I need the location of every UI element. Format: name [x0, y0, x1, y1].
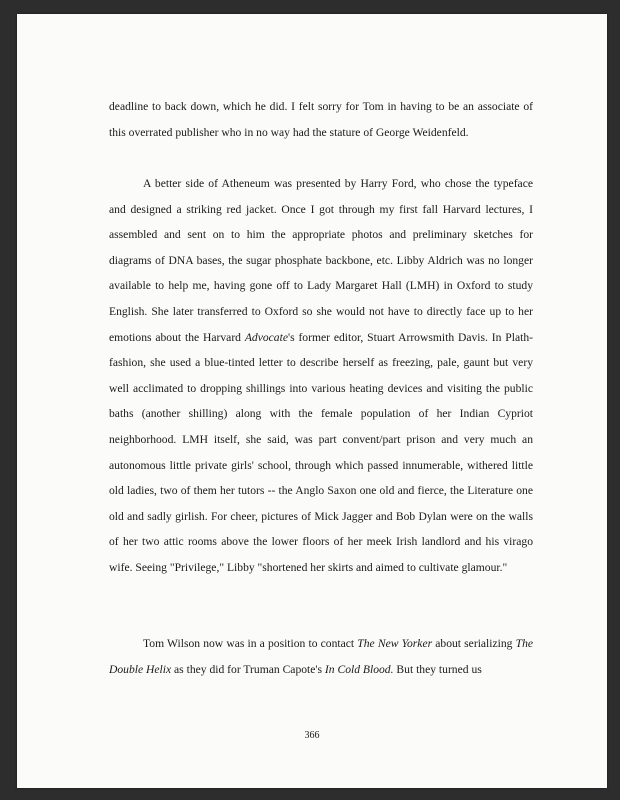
page-number: 366	[304, 730, 320, 741]
text-segment: A better side of Atheneum was presented by Harry Ford, who chose the typeface and designed a striking red jacket. Once I got through my first fall Harvard lectures, I assembled and sent on to him the appropriate photos and preliminary sketches for diagrams of DNA bases, the sugar phosphate backbone, etc. Libby Aldrich was no longer available to help me, having gone off to Lady Margaret Hall (LMH) in Oxford to study English. She later transferred to Oxford so she would not have to directly face up to her emotions about the Harvard	[109, 177, 533, 344]
text-segment: But they turned us	[393, 662, 482, 676]
text-segment: deadline to back down, which he did. I felt sorry for Tom in having to be an associate of this overrated publisher who in no way had the stature of George Weidenfeld.	[109, 100, 533, 139]
text-segment: 's former editor, Stuart Arrowsmith Davis. In Plath-fashion, she used a blue-tinted letter to describe herself as freezing, pale, gaunt but very well acclimated to dropping shillings into various heating devices and visiting the public baths (another shilling) along with the female population of her Indian Cypriot neighborhood. LMH itself, she said, was part convent/part prison and very much an autonomous little private girls' school, through which passed innumerable, withered little old ladies, two of them her tutors -- the Anglo Saxon one old and fierce, the Literature one old and sadly girlish. For cheer, pictures of Mick Jagger and Bob Dylan were on the walls of her two attic rooms above the lower floors of her meek Irish landlord and his virago wife. Seeing "Privilege," Libby "shortened her skirts and aimed to cultivate glamour."	[109, 330, 533, 574]
text-segment: about serializing	[432, 637, 516, 650]
text-segment: as they did for Truman Capote's	[171, 662, 325, 676]
paragraph-3	[109, 631, 533, 682]
paragraph-2	[109, 171, 533, 581]
italic-title-double-helix: The Double Helix	[109, 637, 534, 676]
paragraph-1	[109, 94, 533, 145]
text-segment: Tom Wilson now was in a position to contact	[143, 637, 358, 650]
italic-title-advocate: Advocate	[244, 330, 288, 344]
italic-title-in-cold-blood: In Cold Blood.	[324, 662, 394, 676]
italic-title-new-yorker: The New Yorker	[357, 637, 433, 650]
document-page	[17, 14, 607, 788]
